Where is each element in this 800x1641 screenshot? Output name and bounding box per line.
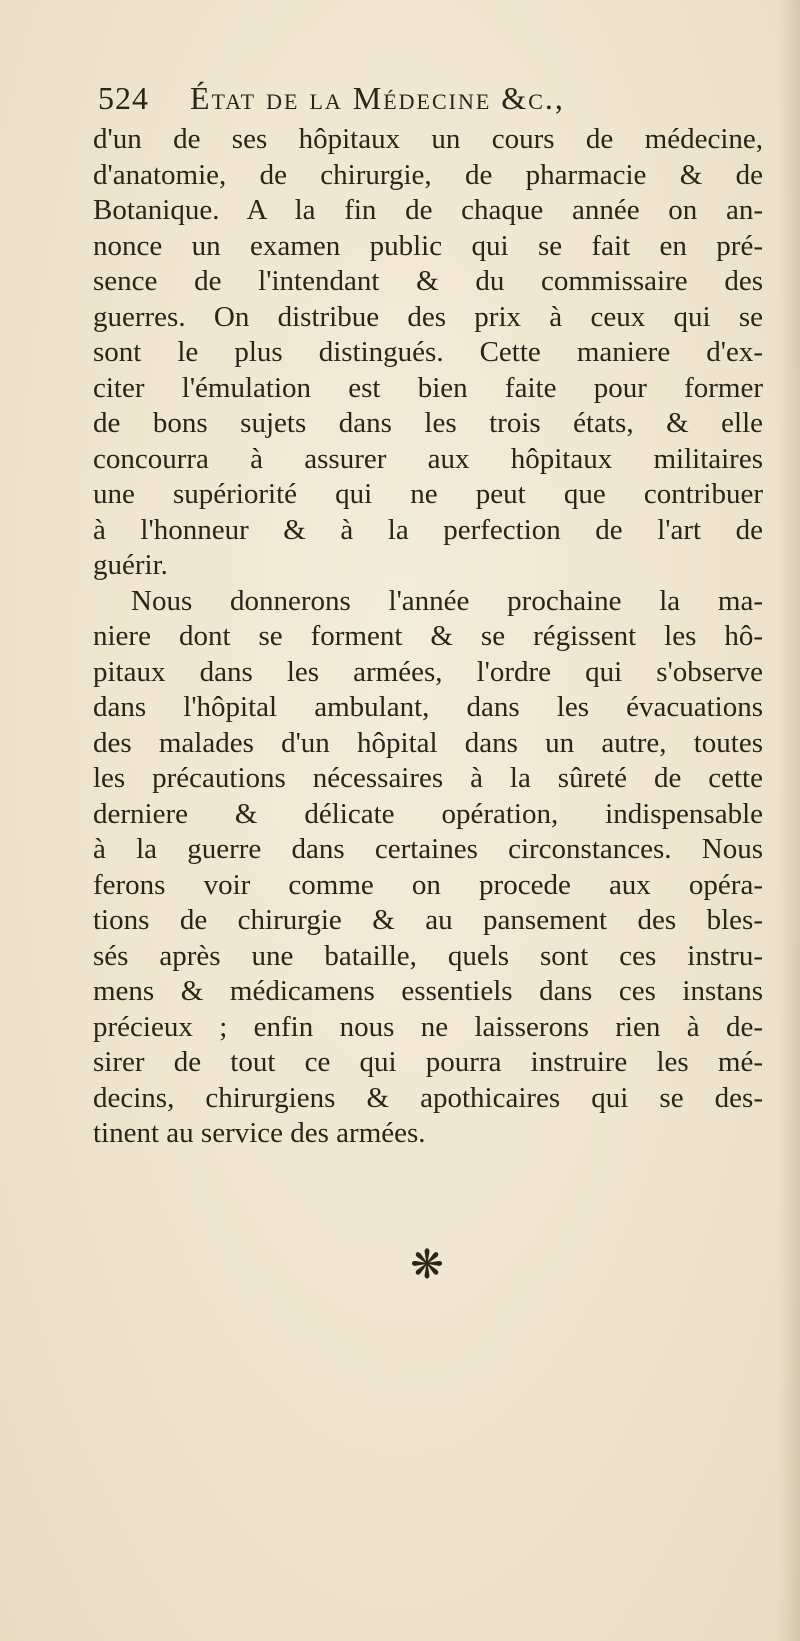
text-line: sont le plus distingués. Cette maniere d'ex- xyxy=(93,336,763,368)
page-number: 524 xyxy=(98,80,149,116)
text-line: une supériorité qui ne peut que contribuer xyxy=(93,478,763,510)
text-line: concourra à assurer aux hôpitaux militaires xyxy=(93,442,763,475)
text-line: dans l'hôpital ambulant, dans les évacuations xyxy=(93,691,763,723)
text-line: à la guerre dans certaines circonstances. Nous xyxy=(93,833,763,865)
text-line: des malades d'un hôpital dans un autre, toutes xyxy=(93,726,763,759)
page-edge-shadow xyxy=(778,0,800,1641)
text-line: Botanique. A la fin de chaque année on an- xyxy=(93,194,763,226)
text-line: niere dont se forment & se régissent les hô- xyxy=(93,620,763,652)
text-line: mens & médicamens essentiels dans ces instans xyxy=(93,975,763,1007)
running-head xyxy=(98,76,710,120)
text-line: nonce un examen public qui se fait en pré- xyxy=(93,229,763,262)
text-line: précieux ; enfin nous ne laisserons rien à de- xyxy=(93,1010,763,1043)
text-line: à l'honneur & à la perfection de l'art de xyxy=(93,513,763,546)
text-line: Nous donnerons l'année prochaine la ma- xyxy=(131,584,763,617)
text-line: sence de l'intendant & du commissaire des xyxy=(93,265,763,297)
text-line: sirer de tout ce qui pourra instruire les mé- xyxy=(93,1046,763,1078)
text-line: les précautions nécessaires à la sûreté de cette xyxy=(93,762,763,794)
running-title: État de la Médecine &c., xyxy=(190,80,565,116)
text-line: guerres. On distribue des prix à ceux qui se xyxy=(93,300,763,333)
body-text xyxy=(93,122,763,1152)
text-line: tions de chirurgie & au pansement des bles- xyxy=(93,904,763,936)
asterism-ornament-icon: ❋ xyxy=(410,1242,444,1288)
text-line: derniere & délicate opération, indispensable xyxy=(93,797,763,830)
text-line: decins, chirurgiens & apothicaires qui se des- xyxy=(93,1081,763,1114)
text-line: pitaux dans les armées, l'ordre qui s'observe xyxy=(93,655,763,688)
text-line: ferons voir comme on procede aux opéra- xyxy=(93,868,763,901)
text-line: citer l'émulation est bien faite pour former xyxy=(93,371,763,404)
text-line: tinent au service des armées. xyxy=(93,1117,426,1149)
text-line: d'anatomie, de chirurgie, de pharmacie & de xyxy=(93,158,763,191)
text-line: sés après une bataille, quels sont ces instru- xyxy=(93,939,763,972)
text-line: de bons sujets dans les trois états, & elle xyxy=(93,407,763,439)
text-line: d'un de ses hôpitaux un cours de médecine, xyxy=(93,123,763,155)
text-line: guérir. xyxy=(93,549,168,581)
